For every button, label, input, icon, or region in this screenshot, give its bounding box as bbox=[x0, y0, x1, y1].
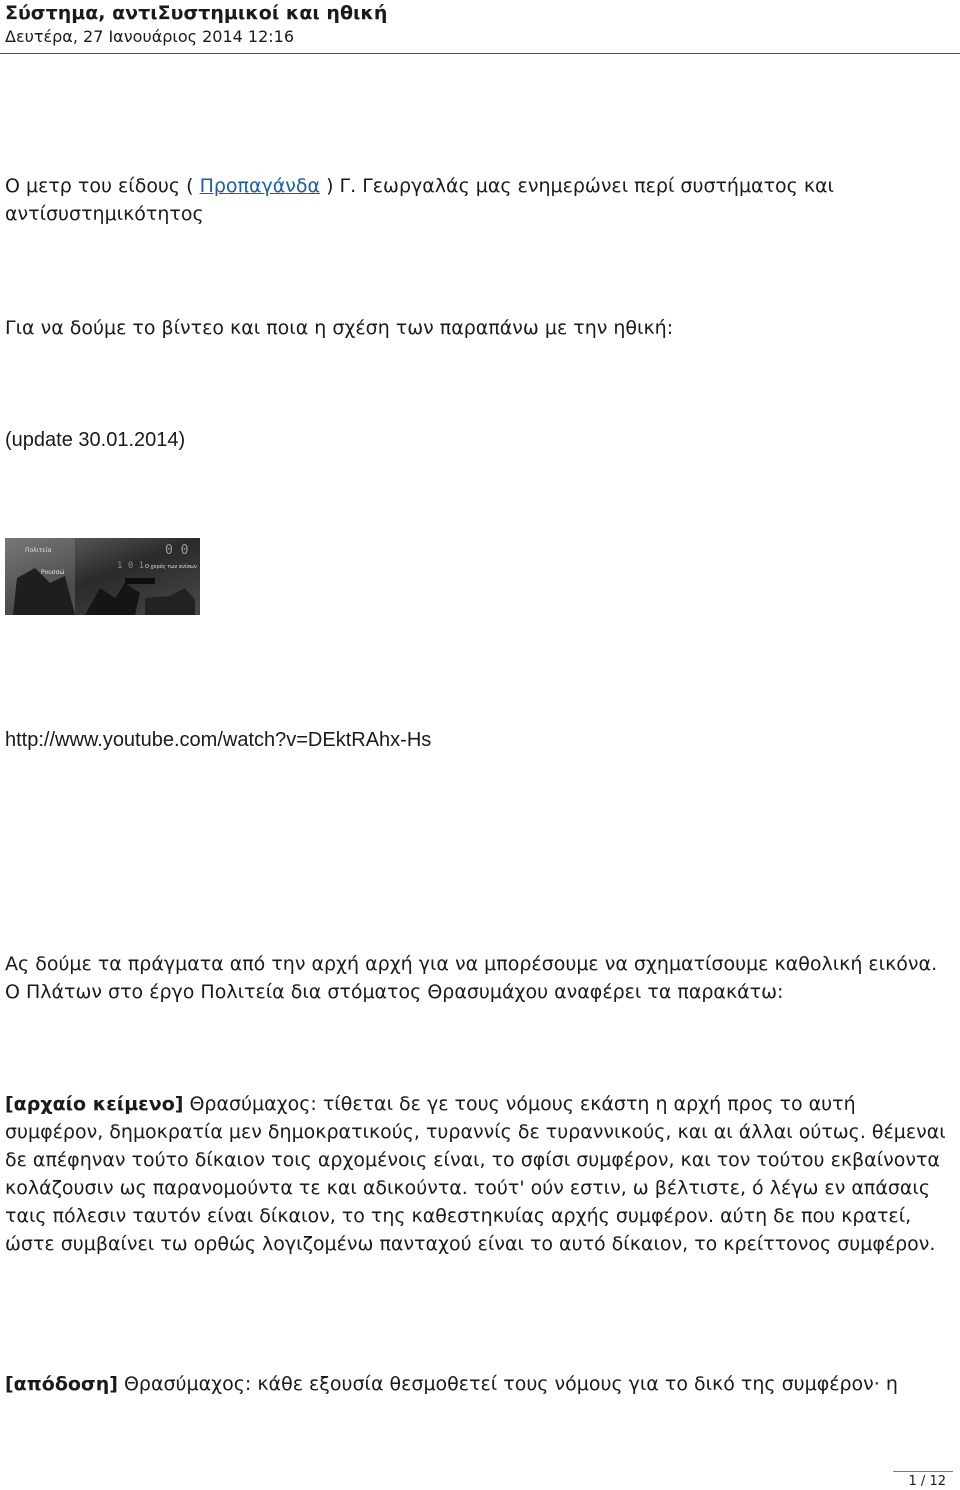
intro-paragraph bbox=[5, 172, 955, 228]
header-divider bbox=[0, 53, 960, 54]
video-intro-text: Για να δούμε το βίντεο και ποια η σχέση των παραπάνω με την ηθική: bbox=[5, 317, 674, 339]
update-note: (update 30.01.2014) bbox=[5, 429, 186, 451]
svg-text:0 0: 0 0 bbox=[165, 543, 189, 558]
intro-text-post: ) Γ. Γεωργαλάς μας ενημερώνει περί συστήματος και αντίσυστημικότητος bbox=[5, 175, 834, 225]
intro-text-pre: Ο μετρ του είδους ( bbox=[5, 175, 200, 197]
footer-divider bbox=[893, 1471, 953, 1472]
translation-paragraph bbox=[5, 1370, 960, 1398]
video-url[interactable]: http://www.youtube.com/watch?v=DEktRAhx-Hs bbox=[5, 729, 432, 751]
page-number: 1 / 12 bbox=[908, 1474, 946, 1489]
ancient-text-paragraph bbox=[5, 1090, 957, 1258]
thumb-caption-2: Ρουσσώ bbox=[41, 569, 65, 576]
propaganda-link[interactable]: Προπαγάνδα bbox=[199, 175, 321, 197]
ancient-text-tag: [αρχαίο κείμενο] bbox=[5, 1093, 184, 1115]
translation-body: Θρασύμαχος: κάθε εξουσία θεσμοθετεί τους νόμους για το δικό της συμφέρον· η bbox=[117, 1373, 898, 1395]
translation-tag: [απόδοση] bbox=[5, 1373, 118, 1395]
article-date: Δευτέρα, 27 Ιανουάριος 2014 12:16 bbox=[5, 27, 294, 46]
paragraph-1: Ας δούμε τα πράγματα από την αρχή αρχή για να μπορέσουμε να σχηματίσουμε καθολική εικόνα. Ο Πλάτων στο έργο Πολιτεία δια στόματος Θρασυμάχου αναφέρει τα παρακάτω: bbox=[5, 953, 938, 1003]
page-title: Σύστημα, αντιΣυστημικοί και ηθική bbox=[5, 2, 388, 24]
svg-text:1 0 1: 1 0 1 bbox=[117, 561, 145, 571]
thumb-caption-1: Πολιτεία bbox=[25, 547, 52, 554]
video-thumbnail[interactable] bbox=[5, 538, 200, 615]
thumb-caption-3: Ο χορός των ανίσων bbox=[145, 564, 197, 570]
ancient-text-body: Θρασύμαχος: τίθεται δε γε τους νόμους εκάστη η αρχή προς το αυτή συμφέρον, δημοκρατία μεν δημοκρατικούς, τυραννίς δε τυραννικούς, και αι άλλαι ούτως. θέμεναι δε απέφηναν τούτο δίκαιον τοις αρχομένοις είναι, το σφίσι συμφέρον, και τον τούτου εκβαίνοντα κολάζουσιν ως παρανομούντα τε και αδικούντα. τούτ' ούν εστιν, ω βέλτιστε, ό λέγω εν απάσαις ταις πόλεσιν ταυτόν είναι δίκαιον, το της καθεστηκυίας αρχής συμφέρον. αύτη δε που κρατεί, ώστε συμβαίνει τω ορθώς λογιζομένω πανταχού είναι το αυτό δίκαιον, το κρείττονος συμφέρον. bbox=[5, 1093, 946, 1255]
